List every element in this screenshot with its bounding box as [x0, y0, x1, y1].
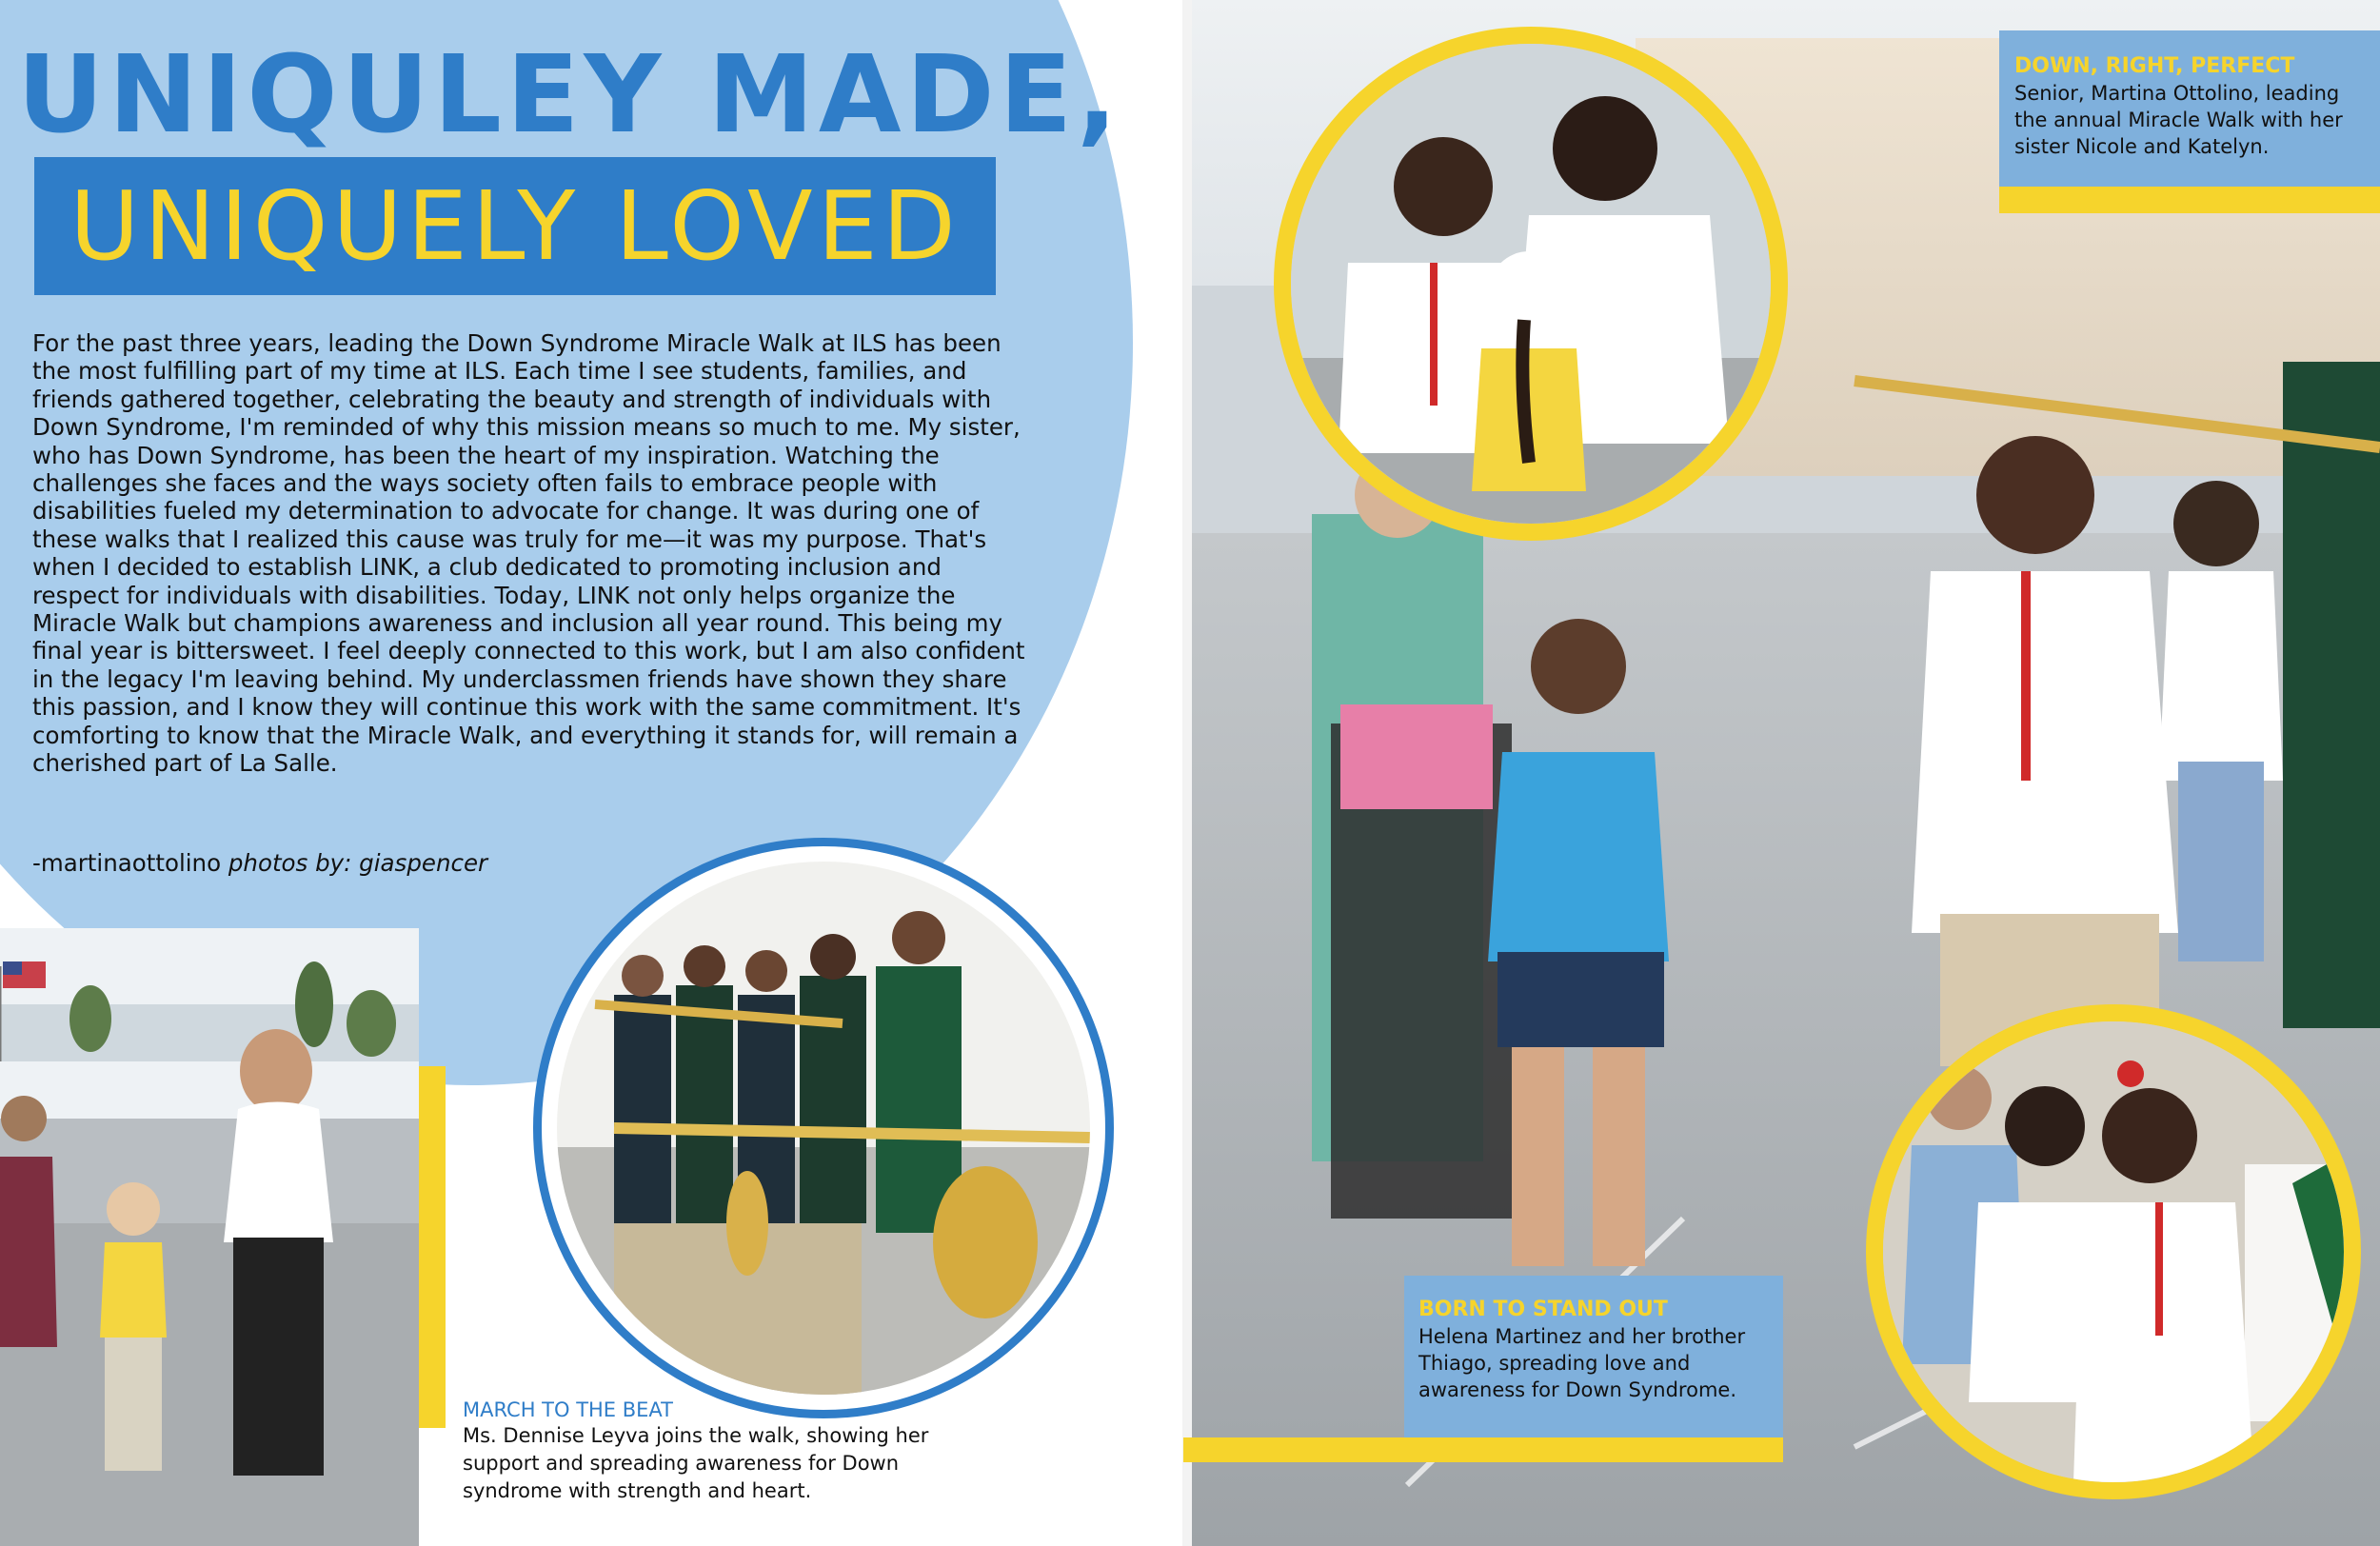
photo-credit: photos by: giaspencer: [228, 849, 488, 877]
photo-marching-band-graphic: [557, 862, 1090, 1395]
photo-teacher-walking-graphic: [0, 928, 419, 1546]
accent-bar-bottom: [1183, 1437, 1783, 1462]
photo-high-five: [1291, 44, 1771, 524]
headline-line2: UNIQUELY LOVED: [69, 170, 961, 282]
photo-carrying-child: [1883, 1021, 2344, 1482]
caption-born-title: BORN TO STAND OUT: [1418, 1298, 1668, 1321]
caption-born-text: Helena Martinez and her brother Thiago, spreading love and awareness for Down Syndrome.: [1418, 1325, 1746, 1401]
headline-line1: UNIQULEY MADE,: [17, 33, 1122, 157]
caption-perfect-title: DOWN, RIGHT, PERFECT: [2014, 54, 2295, 78]
caption-march-text: Ms. Dennise Leyva joins the walk, showing her support and spreading awareness for Down syndrome with strength and heart.: [463, 1424, 929, 1502]
caption-perfect-accent-bar: [1999, 187, 2380, 213]
article-body: For the past three years, leading the Down Syndrome Miracle Walk at ILS has been the most fulfilling part of my time at ILS. Each time I see students, families, and friends gathered together, celebrating the beauty and strength of individuals with Down Syndrome, I'm reminded of why this mission means so much to me. My sister, who has Down Syndrome, has been the heart of my inspiration. Watching the challenges she faces and the ways society often fails to embrace people with disabilities fueled my determination to advocate for change. It was during one of these walks that I realized this cause was truly for me—it was my purpose. That's when I decided to establish LINK, a club dedicated to promoting inclusion and respect for individuals with disabilities. Today, LINK not only helps organize the Miracle Walk but champions awareness and inclusion all year round. This being my final year is bittersweet. I feel deeply connected to this work, but I am also confident in the legacy I'm leaving behind. My underclassmen friends have shown they share this passion, and I know they will continue this work with the same commitment. It's comforting to know that the Miracle Walk, and everything it stands for, will remain a cherished part of La Salle.: [32, 329, 1025, 778]
accent-bar-left: [419, 1066, 446, 1428]
photo-teacher-walking: [0, 928, 419, 1546]
caption-perfect-text: Senior, Martina Ottolino, leading the annual Miracle Walk with her sister Nicole and Katelyn.: [2014, 82, 2343, 158]
author-handle: -martinaottolino: [32, 849, 222, 877]
caption-march-title: MARCH TO THE BEAT: [463, 1398, 673, 1421]
photo-marching-band: [557, 862, 1090, 1395]
photo-carrying-child-graphic: [1883, 1021, 2344, 1482]
page-gutter: [1182, 0, 1192, 1546]
photo-high-five-graphic: [1291, 44, 1771, 524]
